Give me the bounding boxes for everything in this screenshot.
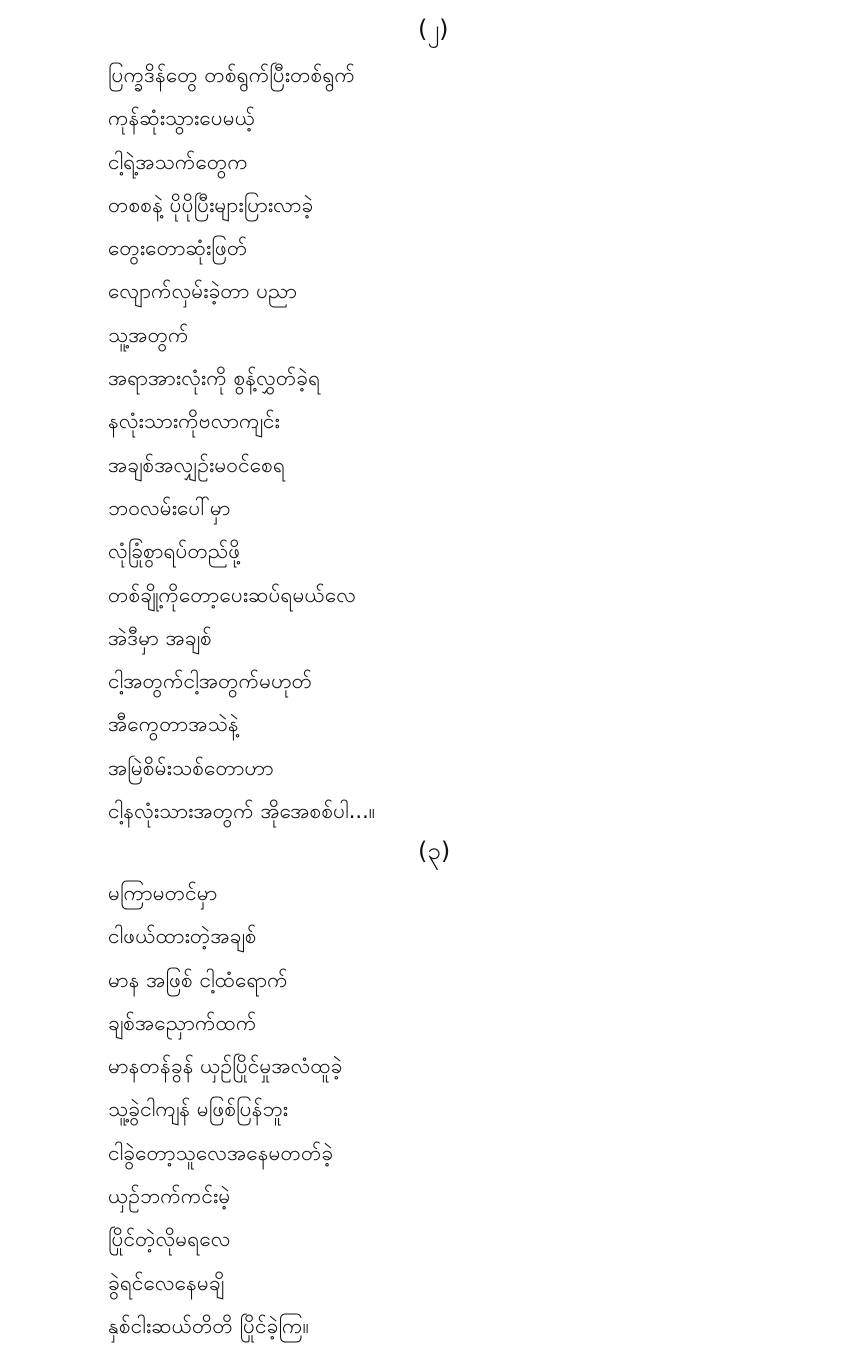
section-number: (၂) bbox=[418, 15, 449, 43]
poem-line: မာနတန်ခွန် ယှဉ်ပြိုင်မှုအလံထူခဲ့ bbox=[108, 1054, 343, 1079]
poem-line: အချစ်အလျှဉ်းမဝင်စေရ bbox=[108, 452, 286, 477]
poem-line: ငါ့အတွက်ငါ့အတွက်မဟုတ် bbox=[108, 669, 313, 694]
poem-line: အီကွေတာအသဲနဲ့ bbox=[108, 712, 239, 737]
poem-line: ဘဝလမ်းပေါ်မှာ bbox=[108, 495, 231, 520]
poem-line: ငါဖယ်ထားတဲ့အချစ် bbox=[108, 924, 257, 949]
poem-line: သူ့အတွက် bbox=[108, 322, 189, 347]
poem-line: ခွဲရင်လေနေမချိ bbox=[108, 1270, 225, 1295]
poem-line: တွေးတောဆုံးဖြတ် bbox=[108, 236, 248, 261]
poem-line: ချစ်အညှောက်ထက် bbox=[108, 1010, 257, 1035]
poem-line: သူ့ခွဲငါကျန် မဖြစ်ပြန်ဘူး bbox=[108, 1097, 289, 1122]
poem-line: အဲဒီမှာ အချစ် bbox=[108, 625, 212, 650]
poem-line: မကြာမတင်မှာ bbox=[108, 881, 218, 905]
poem-line: တစ်ချို့ကိုတော့ပေးဆပ်ရမယ်လေ bbox=[108, 582, 356, 607]
poem-line: မာန အဖြစ် ငါ့ထံရောက် bbox=[108, 967, 288, 992]
poem-line: ငါခွဲတော့သူလေအနေမတတ်ခဲ့ bbox=[108, 1140, 334, 1165]
poem-line: အရာအားလုံးကို စွန့်လွှတ်ခဲ့ရ bbox=[108, 366, 321, 391]
poem-line: ကုန်ဆုံးသွားပေမယ့် bbox=[108, 106, 256, 131]
poem-line: ငါ့ရဲ့အသက်တွေက bbox=[108, 149, 248, 174]
poem-stanza bbox=[108, 872, 342, 1348]
poem-line: အမြဲစိမ်းသစ်တောဟာ bbox=[108, 755, 274, 780]
poem-line: ပြက္ခဒိန်တွေ တစ်ရွက်ပြီးတစ်ရွက် bbox=[108, 63, 355, 87]
poem-line: နှစ်ငါးဆယ်တိတိ ပြိုင်ခဲ့ကြ။ bbox=[108, 1313, 309, 1338]
poem-line: ငါ့နလုံးသားအတွက် အိုအေစစ်ပါ...။ bbox=[108, 799, 376, 824]
poem-line: လျောက်လှမ်းခဲ့တာ ပညာ bbox=[108, 279, 298, 304]
poem-line: လုံခြုံစွာရပ်တည်ဖို့ bbox=[108, 539, 241, 564]
poem-stanza bbox=[108, 54, 375, 833]
section-number: (၃) bbox=[418, 837, 451, 865]
poem-line: နလုံးသားကိုဗလာကျင်း bbox=[108, 409, 280, 434]
poem-line: တစစနဲ့ ပိုပိုပြီးများပြားလာခဲ့ bbox=[108, 192, 314, 217]
poem-line: ယှဉ်ဘက်ကင်းမဲ့ bbox=[108, 1184, 231, 1209]
poem-line: ပြိုင်တဲ့လိုမရလေ bbox=[108, 1227, 231, 1252]
